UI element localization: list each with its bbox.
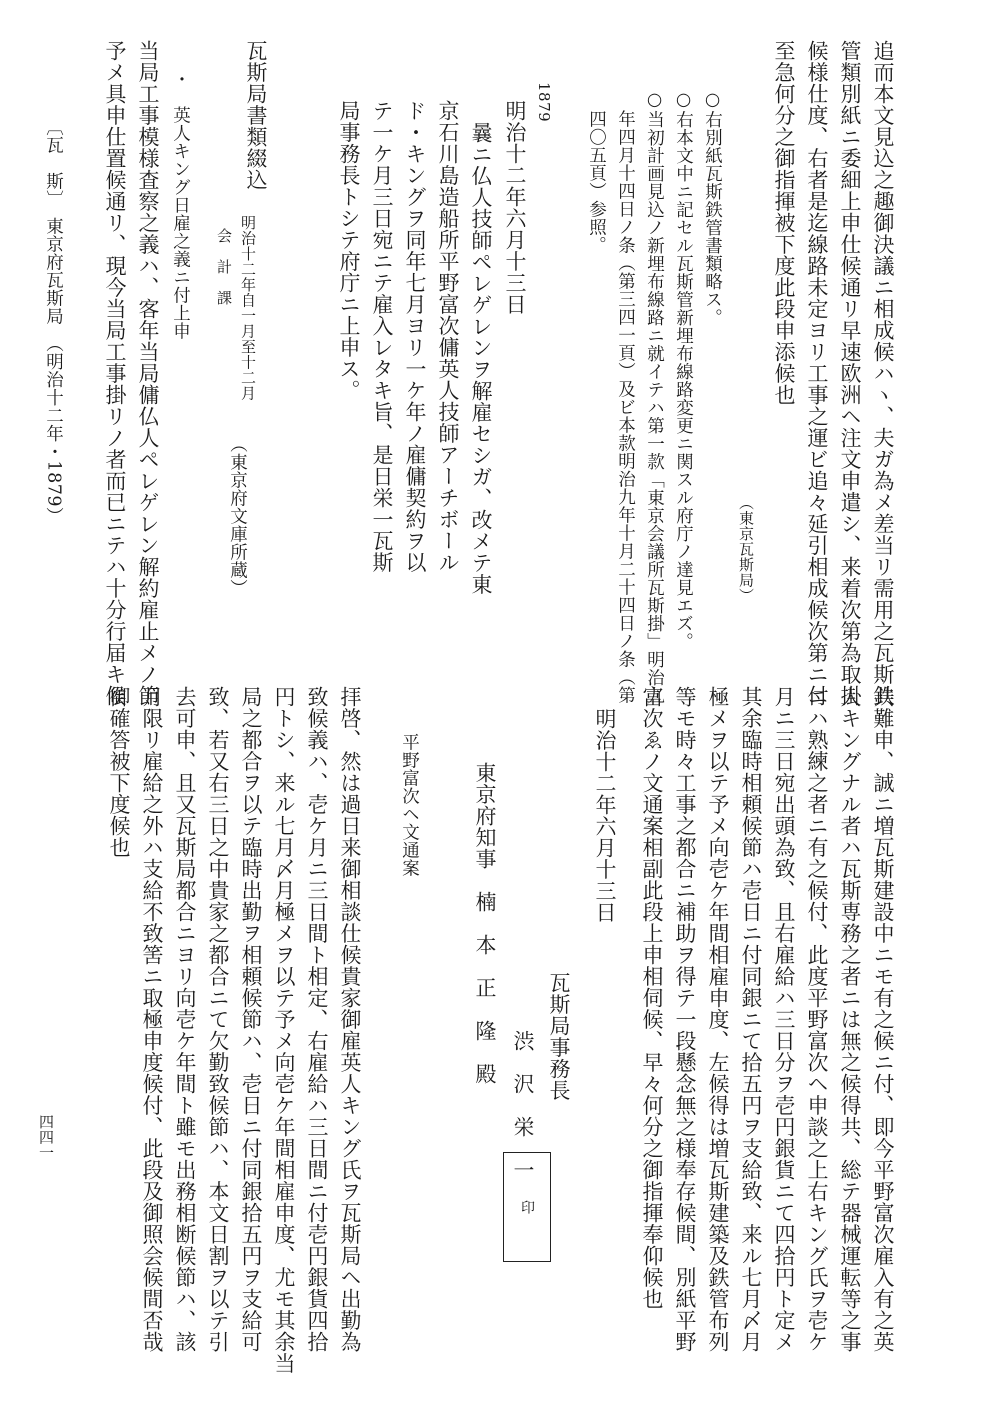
letter-title: 平野富次ヘ文通案 [399,733,420,877]
letter-text-line: 致候義ハ、壱ケ月ニ三日間ト相定、右雇給ハ三日間ニ付壱円銀貨四拾 [305,686,329,1353]
editor-note-line: ○右本文中ニ記セル瓦斯管新埋布線路変更ニ関スル府庁ノ達見エズ。 [673,90,694,651]
memo-continuation-line: 共難申、誠ニ増瓦斯建設中ニモ有之候ニ付、即今平野富次雇入有之英 [871,686,895,1353]
memo-continuation-line: 其余臨時相頼候節ハ壱日ニ付同銀ニて拾五円ヲ支給致、来ル七月〆月 [739,686,763,1353]
addressee: 東京府知事 楠 本 正 隆 殿 [473,762,497,1085]
entry-text-line: ド・キングヲ同年七月ヨリ一ケ年ノ雇傭契約ヲ以 [403,100,427,573]
page-number: 四四一 [37,1114,55,1161]
file-department: 会 計 課 [215,228,233,306]
letter-text-line: 月限リ雇給之外ハ支給不致筈ニ取極申度候付、此段及御照会候間否哉 [140,686,164,1353]
date-heading: 明治十二年六月十三日 [503,100,527,315]
memo-continuation-line: 極メヲ以テ予メ向壱ケ年間相雇申度、左候得は増瓦斯建築及鉄管布列 [706,686,730,1353]
letter-continuation-line: 至急何分之御指揮被下度此段申添候也 [772,40,796,406]
letter-text-line: 去可申、且又瓦斯局都合ニヨリ向壱ケ年間ト雖モ出務相断候節ハ、該 [173,686,197,1353]
letter-text-line: 致、若又右三日之中貴家之都合ニて欠勤致候節ハ、本文日割ヲ以テ引 [206,686,230,1353]
source-citation-archive: （東京府文庫所蔵） [227,435,248,597]
editor-note-line: ○当初計画見込ノ新埋布線路ニ就イテハ第一款「東京会議所瓦斯掛」明治九 [644,90,665,705]
editor-note-line: 四〇五頁）参照。 [586,110,607,254]
editor-note-line: ○右別紙瓦斯鉄管書類略ス。 [702,90,723,327]
file-title: 瓦斯局書類綴込 [244,40,268,191]
entry-text-line: 京石川島造船所平野富次傭英人技師アーチボール [436,100,460,573]
memo-continuation-line: ニハ熟練之者ニ有之候付、此度平野富次ヘ申談之上右キング氏ヲ壱ケ [805,686,829,1353]
memo-title: ・ 英人キング日雇之義ニ付上申 [170,70,191,340]
year-label: 1879 [535,82,553,123]
memo-text-line: 予メ具申仕置候通リ、現今当局工事掛リノ者而已ニテハ十分行届キ候 [103,40,127,707]
letter-text-line: 拝啓、然は過日来御相談仕候貴家御雇英人キング氏ヲ瓦斯局ヘ出勤為 [338,686,362,1353]
entry-text-line: 曩ニ仏人技師ペレゲレンヲ解雇セシガ、改メテ東 [469,122,493,595]
letter-continuation-line: 管類別紙ニ委細上申仕候通リ早速欧洲ヘ注文申遣シ、来着次第為取掛 [838,40,862,707]
letter-text-line: 円トシ、来ル七月〆月極メヲ以テ予メ向壱ケ年間相雇申度、尤モ其余当 [272,686,296,1374]
entry-text-line: テ一ケ月三日宛ニテ雇入レタキ旨、是日栄一瓦斯 [370,100,394,573]
memo-text-line: 当局工事模様査察之義ハ、客年当局傭仏人ペレゲレン解約雇止メノ節 [136,40,160,707]
entry-text-line: 局事務長トシテ府庁ニ上申ス。 [337,100,361,401]
sender-name: 渋 沢 栄 一 [511,1030,535,1181]
letter-text-line: 局之都合ヲ以テ臨時出勤ヲ相頼候節ハ、壱日ニ付同銀拾五円ヲ支給可 [239,686,263,1353]
file-period: 明治十二年自一月至十二月 [239,215,257,401]
letter-continuation-line: 追而本文見込之趣御決議ニ相成候ハヽ、夫ガ為メ差当リ需用之瓦斯鉄 [871,40,895,707]
sender-title: 瓦斯局事務長 [547,972,571,1101]
letter-continuation-line: 候様仕度、右者是迄線路未定ヨリ工事之運ビ追々延引相成候次第ニ付 [805,40,829,707]
memo-date: 明治十二年六月十三日 [593,708,617,923]
memo-continuation-line: 月ニ三日宛出頭為致、且右雇給ハ三日分ヲ壱円銀貨ニて四拾円ト定メ [772,686,796,1353]
memo-continuation-line: 人キングナル者ハ瓦斯専務之者ニは無之候得共、総テ器械運転等之事 [838,686,862,1353]
letter-text-line: 御確答被下度候也 [107,686,131,858]
memo-continuation-line: 富次ゑノ文通案相副此段上申相伺候、早々何分之御指揮奉仰候也 [640,686,664,1310]
seal-stamp: 印 [503,1152,551,1262]
memo-continuation-line: 等モ時々工事之都合ニ補助ヲ得テ一段懸念無之様奉存候間、別紙平野 [673,686,697,1353]
source-citation-gas-bureau: （東京瓦斯局） [737,495,755,604]
editor-note-line: 年四月十四日ノ条（第三四一頁）及ビ本款明治九年十月二十四日ノ条（第 [615,110,636,704]
running-head: 〔瓦 斯〕 東京府瓦斯局 （明治十二年・1879） [43,118,64,526]
